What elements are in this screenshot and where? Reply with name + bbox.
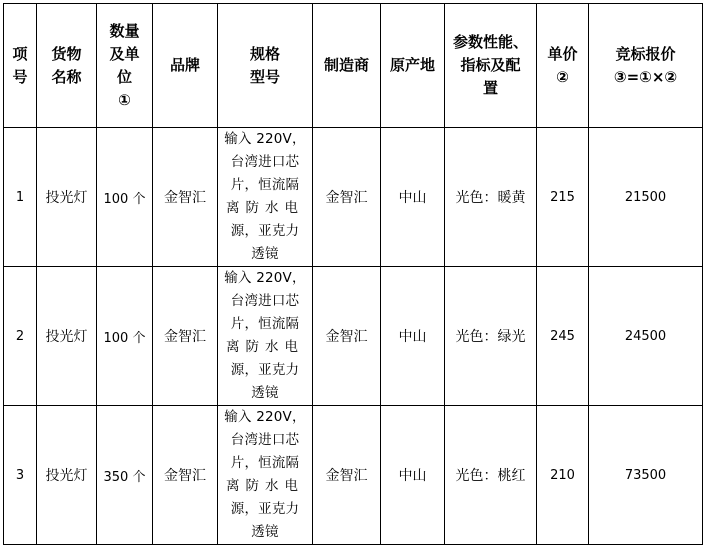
row-origin: 中山: [381, 267, 445, 406]
row-quantity: 350 个: [97, 406, 153, 545]
row-spec-model: 输入 220V， 台湾进口芯 片，恒流隔 离防水电 源，亚克力 透镜: [218, 406, 313, 545]
table-header-row: [4, 4, 703, 128]
header-brand: 品牌: [153, 4, 218, 128]
table-row: [4, 267, 703, 406]
row-bid-quote: 24500: [589, 267, 703, 406]
row-item-name: 投光灯: [37, 267, 97, 406]
row-bid-quote: 73500: [589, 406, 703, 545]
row-origin: 中山: [381, 406, 445, 545]
table-row: [4, 128, 703, 267]
row-index: 1: [4, 128, 37, 267]
header-quantity: 数量 及单 位 ①: [97, 4, 153, 128]
row-parameters: 光色：桃红: [445, 406, 537, 545]
row-index: 3: [4, 406, 37, 545]
table-row: [4, 406, 703, 545]
row-manufacturer: 金智汇: [313, 406, 381, 545]
header-manufacturer: 制造商: [313, 4, 381, 128]
header-bid-quote: 竞标报价 ③=①×②: [589, 4, 703, 128]
header-parameters: 参数性能、 指标及配 置: [445, 4, 537, 128]
header-index: 项 号: [4, 4, 37, 128]
row-brand: 金智汇: [153, 267, 218, 406]
row-parameters: 光色：绿光: [445, 267, 537, 406]
row-quantity: 100 个: [97, 267, 153, 406]
row-manufacturer: 金智汇: [313, 128, 381, 267]
row-index: 2: [4, 267, 37, 406]
row-spec-model: 输入 220V， 台湾进口芯 片，恒流隔 离防水电 源，亚克力 透镜: [218, 128, 313, 267]
row-bid-quote: 21500: [589, 128, 703, 267]
row-unit-price: 245: [537, 267, 589, 406]
header-origin: 原产地: [381, 4, 445, 128]
row-item-name: 投光灯: [37, 406, 97, 545]
row-quantity: 100 个: [97, 128, 153, 267]
row-unit-price: 210: [537, 406, 589, 545]
row-brand: 金智汇: [153, 128, 218, 267]
row-spec-model: 输入 220V， 台湾进口芯 片，恒流隔 离防水电 源，亚克力 透镜: [218, 267, 313, 406]
row-origin: 中山: [381, 128, 445, 267]
row-unit-price: 215: [537, 128, 589, 267]
row-item-name: 投光灯: [37, 128, 97, 267]
row-brand: 金智汇: [153, 406, 218, 545]
bid-quote-table: [3, 3, 703, 545]
header-item-name: 货物 名称: [37, 4, 97, 128]
header-spec-model: 规格 型号: [218, 4, 313, 128]
header-unit-price: 单价 ②: [537, 4, 589, 128]
row-manufacturer: 金智汇: [313, 267, 381, 406]
row-parameters: 光色：暖黄: [445, 128, 537, 267]
